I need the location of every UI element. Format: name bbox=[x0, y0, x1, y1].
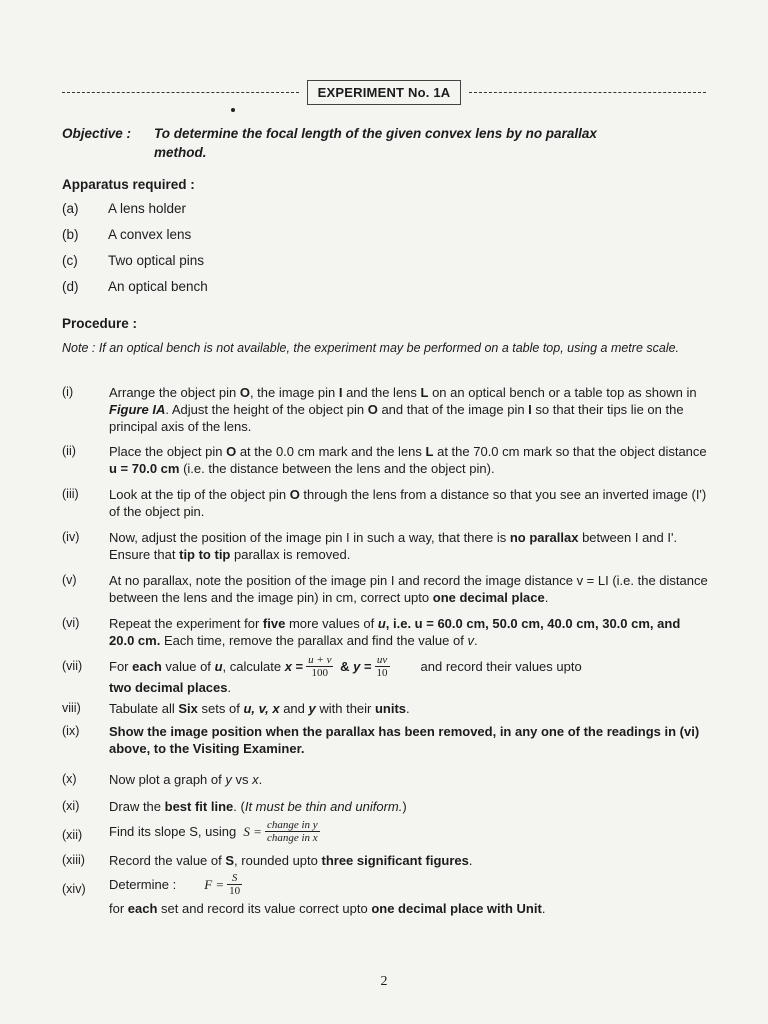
step-text: Draw the best fit line. (It must be thin and uniform.) bbox=[109, 799, 407, 814]
experiment-title: EXPERIMENT No. 1A bbox=[307, 80, 462, 105]
procedure-step-1 bbox=[62, 384, 708, 435]
step-number: (xiii) bbox=[62, 853, 85, 867]
procedure-step-2 bbox=[62, 443, 708, 477]
step-number: (vi) bbox=[62, 616, 80, 630]
step-number: (iii) bbox=[62, 487, 79, 501]
step-text: At no parallax, note the position of the image pin I and record the image distance v = LI (i.e. the distance between the lens and the image pin) in cm, correct upto one decimal place. bbox=[109, 573, 708, 605]
item-text: A convex lens bbox=[108, 227, 192, 242]
list-item bbox=[62, 227, 702, 253]
step-text: Determine : F = $\frac{S}{10}$ for each set and record its value correct upto one decimal place with Unit. bbox=[109, 872, 546, 916]
item-text: An optical bench bbox=[108, 279, 208, 294]
page-number: 2 bbox=[380, 974, 388, 989]
procedure-step-6 bbox=[62, 615, 708, 649]
step-number: (xiv) bbox=[62, 882, 86, 896]
step-text: For each value of u , calculate x = $\frac{u + v}{100}$ & y = $\frac{uv}{10}$ and record their values upto two decimal places. bbox=[109, 654, 582, 695]
step-text: Arrange the object pin O, the image pin I and the lens L on an optical bench or a table top as shown in Figure IA. Adjust the height of the object pin O and that of the image pin I so that their tips lie on the principal axis of the lens. bbox=[109, 385, 697, 434]
step-text: Now, adjust the position of the image pin I in such a way, that there is no parallax between I and I'. Ensure that tip to tip parallax is removed. bbox=[109, 530, 678, 562]
apparatus-title: Apparatus required : bbox=[62, 177, 195, 192]
step-number: (ix) bbox=[62, 724, 80, 738]
objective-text-line2: method. bbox=[154, 145, 207, 160]
step-text: Record the value of S, rounded upto three significant figures. bbox=[109, 853, 473, 868]
objective-text-line1: To determine the focal length of the given convex lens by no parallax bbox=[154, 126, 597, 141]
objective-label: Objective : bbox=[62, 126, 132, 141]
procedure-step-7 bbox=[62, 654, 708, 696]
experiment-header bbox=[62, 78, 706, 106]
procedure-note: Note : If an optical bench is not available, the experiment may be performed on a table top, using a metre scale. bbox=[62, 341, 680, 355]
objective bbox=[62, 124, 708, 162]
procedure-step-10 bbox=[62, 771, 708, 788]
step-text: Now plot a graph of y vs x. bbox=[109, 772, 263, 787]
step-number: (ii) bbox=[62, 444, 76, 458]
ink-dot bbox=[231, 108, 235, 112]
procedure-step-4 bbox=[62, 529, 708, 563]
step-text: Show the image position when the parallax has been removed, in any one of the readings in (vi) above, to the Visiting Examiner. bbox=[109, 724, 700, 756]
step-number: (x) bbox=[62, 772, 77, 786]
formula-focal-length: $\frac{S}{10}$ bbox=[229, 872, 241, 897]
procedure-step-3 bbox=[62, 486, 708, 520]
step-text: Repeat the experiment for five more values of u, i.e. u = 60.0 cm, 50.0 cm, 40.0 cm, 30.0 cm, and 20.0 cm. Each time, remove the parallax and find the value of v. bbox=[109, 616, 681, 648]
procedure-step-12 bbox=[62, 818, 708, 844]
item-text: A lens holder bbox=[108, 201, 187, 216]
apparatus-list bbox=[62, 201, 702, 305]
formula-y: $\frac{uv}{10}$ bbox=[376, 654, 388, 679]
procedure-step-5 bbox=[62, 572, 708, 606]
step-text: Find its slope S, using S = $\frac{\text{change in y}}{\text{change in x}}$ bbox=[109, 818, 318, 844]
procedure-step-11 bbox=[62, 798, 708, 815]
item-number: (a) bbox=[62, 201, 79, 216]
step-number: (xi) bbox=[62, 799, 80, 813]
item-number: (c) bbox=[62, 253, 78, 268]
step-number: (iv) bbox=[62, 530, 80, 544]
step-number: (xii) bbox=[62, 828, 83, 842]
item-text: Two optical pins bbox=[108, 253, 205, 268]
formula-x: $\frac{u + v}{100}$ bbox=[308, 654, 332, 679]
step-number: viii) bbox=[62, 701, 81, 715]
procedure-title: Procedure : bbox=[62, 316, 138, 331]
step-number: (vii) bbox=[62, 659, 83, 673]
divider-right bbox=[469, 92, 706, 93]
list-item bbox=[62, 253, 702, 279]
step-text: Tabulate all Six sets of u, v, x and y with their units. bbox=[109, 701, 410, 716]
list-item bbox=[62, 279, 702, 305]
item-number: (d) bbox=[62, 279, 79, 294]
procedure-step-9 bbox=[62, 723, 708, 757]
item-number: (b) bbox=[62, 227, 79, 242]
divider-left bbox=[62, 92, 299, 93]
procedure-step-14 bbox=[62, 872, 708, 917]
procedure-step-8 bbox=[62, 700, 708, 717]
formula-slope: $\frac{\text{change in y}}{\text{change in x}}$ bbox=[266, 818, 318, 844]
step-text: Look at the tip of the object pin O through the lens from a distance so that you see an inverted image (I') of the object pin. bbox=[109, 487, 707, 519]
step-number: (i) bbox=[62, 385, 74, 399]
step-text: Place the object pin O at the 0.0 cm mark and the lens L at the 70.0 cm mark so that the object distance u = 70.0 cm (i.e. the distance between the lens and the object pin). bbox=[109, 444, 707, 476]
procedure-step-13 bbox=[62, 852, 708, 869]
step-number: (v) bbox=[62, 573, 77, 587]
list-item bbox=[62, 201, 702, 227]
